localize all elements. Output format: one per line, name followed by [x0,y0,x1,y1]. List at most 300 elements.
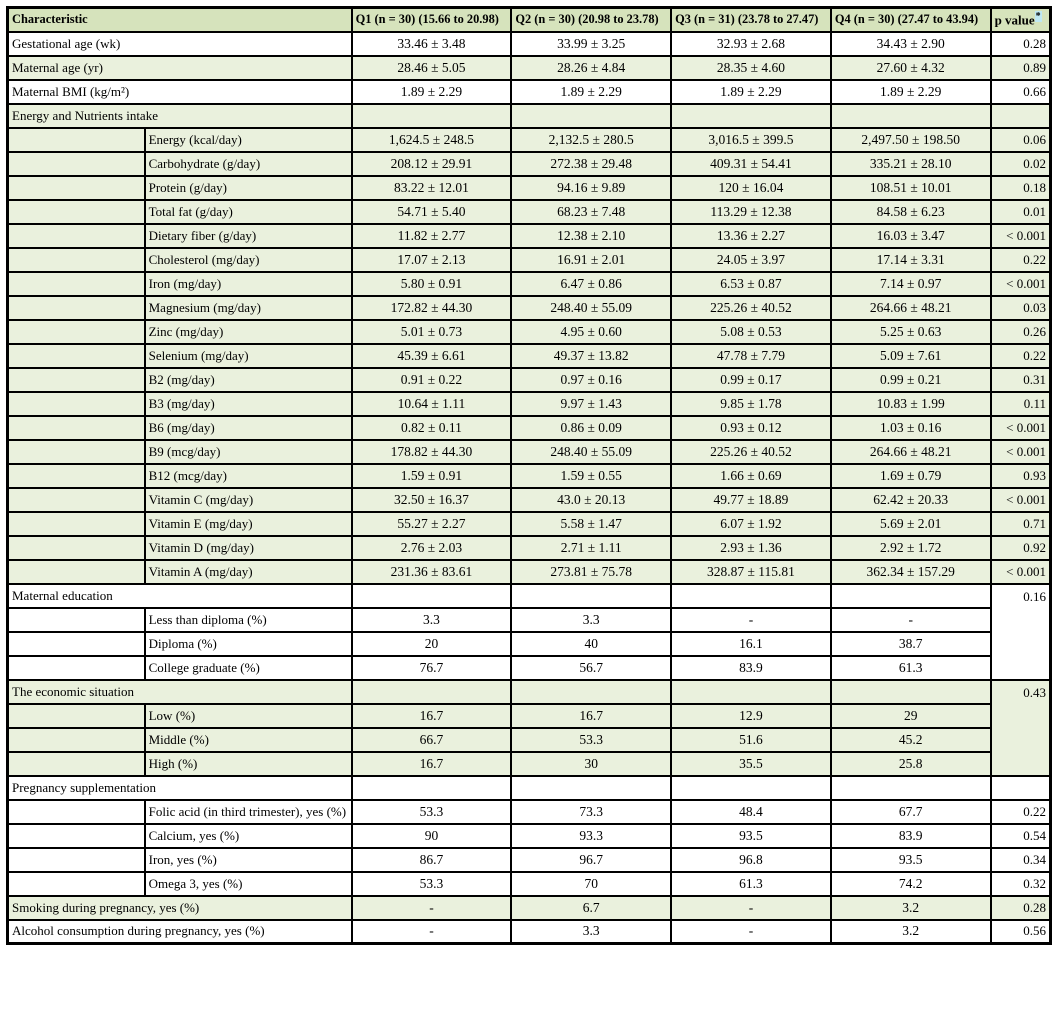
cell-q2: 94.16 ± 9.89 [511,176,671,200]
cell-q2: 68.23 ± 7.48 [511,200,671,224]
cell-q3: 96.8 [671,848,831,872]
cell-q2: 16.91 ± 2.01 [511,248,671,272]
cell-q3: 9.85 ± 1.78 [671,392,831,416]
cell-p-value: 0.32 [991,872,1051,896]
row-label: Pregnancy supplementation [8,776,352,800]
cell-q2: 12.38 ± 2.10 [511,224,671,248]
cell-q2 [511,680,671,704]
cell-q2: 93.3 [511,824,671,848]
cell-q4: 93.5 [831,848,991,872]
row-label: B6 (mg/day) [145,416,352,440]
row-label: Energy (kcal/day) [145,128,352,152]
cell-q3: 28.35 ± 4.60 [671,56,831,80]
cell-q4: 2,497.50 ± 198.50 [831,128,991,152]
table-row [8,728,1051,752]
table-row [8,344,1051,368]
table-row [8,896,1051,920]
cell-q3: 225.26 ± 40.52 [671,296,831,320]
cell-q1 [352,584,512,608]
indent-cell [8,656,145,680]
indent-cell [8,176,145,200]
cell-q4: 25.8 [831,752,991,776]
table-row [8,536,1051,560]
cell-p-value: 0.34 [991,848,1051,872]
header-p-value [991,8,1051,32]
row-label: Iron, yes (%) [145,848,352,872]
cell-q2: 33.99 ± 3.25 [511,32,671,56]
cell-q4: 7.14 ± 0.97 [831,272,991,296]
indent-cell [8,224,145,248]
indent-cell [8,608,145,632]
cell-q2: 73.3 [511,800,671,824]
cell-p-value: 0.01 [991,200,1051,224]
row-label: B3 (mg/day) [145,392,352,416]
indent-cell [8,824,145,848]
cell-q2: 1.59 ± 0.55 [511,464,671,488]
cell-q1: 45.39 ± 6.61 [352,344,512,368]
cell-p-value: < 0.001 [991,440,1051,464]
indent-cell [8,296,145,320]
row-label: Low (%) [145,704,352,728]
cell-p-value: 0.03 [991,296,1051,320]
cell-q4: 5.69 ± 2.01 [831,512,991,536]
cell-q4: 17.14 ± 3.31 [831,248,991,272]
cell-q3: 47.78 ± 7.79 [671,344,831,368]
cell-q4 [831,104,991,128]
indent-cell [8,704,145,728]
cell-q3: 3,016.5 ± 399.5 [671,128,831,152]
row-label: Maternal age (yr) [8,56,352,80]
cell-p-value: 0.18 [991,176,1051,200]
table-row [8,920,1051,944]
cell-q1: - [352,920,512,944]
table-row [8,680,1051,704]
cell-q1: 10.64 ± 1.11 [352,392,512,416]
table-row [8,584,1051,608]
cell-q3 [671,584,831,608]
cell-q2: 49.37 ± 13.82 [511,344,671,368]
indent-cell [8,560,145,584]
cell-q1 [352,776,512,800]
cell-q4: 2.92 ± 1.72 [831,536,991,560]
cell-q2 [511,104,671,128]
cell-p-value: < 0.001 [991,272,1051,296]
table-row [8,488,1051,512]
cell-q1: 1.89 ± 2.29 [352,80,512,104]
row-label: Magnesium (mg/day) [145,296,352,320]
cell-p-value: 0.22 [991,344,1051,368]
row-label: B12 (mcg/day) [145,464,352,488]
cell-q4 [831,584,991,608]
cell-q1: 53.3 [352,800,512,824]
p-value-label: p value [994,11,1035,27]
cell-p-value: 0.26 [991,320,1051,344]
table-row [8,80,1051,104]
cell-q1: 1,624.5 ± 248.5 [352,128,512,152]
cell-p-value: 0.93 [991,464,1051,488]
indent-cell [8,416,145,440]
cell-q1: 5.01 ± 0.73 [352,320,512,344]
row-label: Diploma (%) [145,632,352,656]
cell-q3: 13.36 ± 2.27 [671,224,831,248]
indent-cell [8,152,145,176]
indent-cell [8,320,145,344]
indent-cell [8,728,145,752]
indent-cell [8,128,145,152]
cell-q4: 0.99 ± 0.21 [831,368,991,392]
cell-q4: 108.51 ± 10.01 [831,176,991,200]
cell-q1: 5.80 ± 0.91 [352,272,512,296]
cell-q2: 0.86 ± 0.09 [511,416,671,440]
cell-q2: 272.38 ± 29.48 [511,152,671,176]
row-label: Cholesterol (mg/day) [145,248,352,272]
cell-p-value: 0.22 [991,800,1051,824]
cell-q2: 4.95 ± 0.60 [511,320,671,344]
row-label: Calcium, yes (%) [145,824,352,848]
indent-cell [8,440,145,464]
row-label: Vitamin D (mg/day) [145,536,352,560]
row-label: Protein (g/day) [145,176,352,200]
cell-p-value: 0.66 [991,80,1051,104]
indent-cell [8,800,145,824]
cell-q1: 55.27 ± 2.27 [352,512,512,536]
cell-q3: 409.31 ± 54.41 [671,152,831,176]
cell-p-value: 0.54 [991,824,1051,848]
cell-q2: 3.3 [511,920,671,944]
cell-q3: 51.6 [671,728,831,752]
cell-q1: 33.46 ± 3.48 [352,32,512,56]
cell-q1: 76.7 [352,656,512,680]
table-row [8,824,1051,848]
row-label: Gestational age (wk) [8,32,352,56]
cell-p-value: < 0.001 [991,560,1051,584]
indent-cell [8,368,145,392]
cell-q2: 3.3 [511,608,671,632]
table-row [8,464,1051,488]
cell-q3 [671,104,831,128]
table-row [8,272,1051,296]
header-q3: Q3 (n = 31) (23.78 to 27.47) [671,8,831,32]
table-body [8,32,1051,944]
cell-p-value: 0.11 [991,392,1051,416]
cell-q3: 2.93 ± 1.36 [671,536,831,560]
cell-q4: 335.21 ± 28.10 [831,152,991,176]
cell-p-value: < 0.001 [991,224,1051,248]
cell-q1: 54.71 ± 5.40 [352,200,512,224]
table-row [8,176,1051,200]
row-label: Total fat (g/day) [145,200,352,224]
cell-q1: 83.22 ± 12.01 [352,176,512,200]
cell-q4: 62.42 ± 20.33 [831,488,991,512]
cell-q2: 40 [511,632,671,656]
cell-q4: - [831,608,991,632]
cell-q4: 29 [831,704,991,728]
cell-q1 [352,680,512,704]
cell-p-value: 0.92 [991,536,1051,560]
cell-p-value: 0.22 [991,248,1051,272]
table-row [8,800,1051,824]
cell-q2: 43.0 ± 20.13 [511,488,671,512]
cell-q3: - [671,608,831,632]
cell-q3: 1.89 ± 2.29 [671,80,831,104]
indent-cell [8,200,145,224]
cell-q4: 61.3 [831,656,991,680]
cell-q2: 6.47 ± 0.86 [511,272,671,296]
header-q2: Q2 (n = 30) (20.98 to 23.78) [511,8,671,32]
table-row [8,104,1051,128]
row-label: Zinc (mg/day) [145,320,352,344]
table-row [8,872,1051,896]
table-row [8,512,1051,536]
cell-q4: 3.2 [831,920,991,944]
cell-q3: 113.29 ± 12.38 [671,200,831,224]
cell-p-value [991,104,1051,128]
cell-q4: 45.2 [831,728,991,752]
table-row [8,32,1051,56]
cell-q4: 34.43 ± 2.90 [831,32,991,56]
cell-q3: 49.77 ± 18.89 [671,488,831,512]
cell-q4: 5.09 ± 7.61 [831,344,991,368]
characteristics-table [6,6,1052,945]
cell-p-value: 0.56 [991,920,1051,944]
table-row [8,320,1051,344]
cell-q4: 3.2 [831,896,991,920]
cell-q1: 32.50 ± 16.37 [352,488,512,512]
row-label: High (%) [145,752,352,776]
table-row [8,560,1051,584]
cell-q2 [511,584,671,608]
row-label: Vitamin A (mg/day) [145,560,352,584]
cell-q4: 27.60 ± 4.32 [831,56,991,80]
row-label: Alcohol consumption during pregnancy, yes (%) [8,920,352,944]
row-label: Smoking during pregnancy, yes (%) [8,896,352,920]
row-label: Maternal BMI (kg/m²) [8,80,352,104]
indent-cell [8,752,145,776]
cell-q4: 264.66 ± 48.21 [831,440,991,464]
cell-q2 [511,776,671,800]
cell-q2: 53.3 [511,728,671,752]
cell-p-value: < 0.001 [991,488,1051,512]
cell-q3: 48.4 [671,800,831,824]
table-row [8,704,1051,728]
cell-q2: 30 [511,752,671,776]
cell-q2: 2,132.5 ± 280.5 [511,128,671,152]
cell-q3 [671,776,831,800]
cell-q1: 208.12 ± 29.91 [352,152,512,176]
cell-q2: 248.40 ± 55.09 [511,440,671,464]
row-label: College graduate (%) [145,656,352,680]
row-label: Dietary fiber (g/day) [145,224,352,248]
cell-q1: 86.7 [352,848,512,872]
header-q1: Q1 (n = 30) (15.66 to 20.98) [352,8,512,32]
table-row [8,632,1051,656]
row-label: Folic acid (in third trimester), yes (%) [145,800,352,824]
table-row [8,776,1051,800]
cell-q4: 362.34 ± 157.29 [831,560,991,584]
cell-q3: 120 ± 16.04 [671,176,831,200]
indent-cell [8,872,145,896]
table-row [8,368,1051,392]
table-row [8,656,1051,680]
header-row [8,8,1051,32]
cell-q1: - [352,896,512,920]
indent-cell [8,464,145,488]
cell-q4: 10.83 ± 1.99 [831,392,991,416]
table-row [8,752,1051,776]
row-label: B9 (mcg/day) [145,440,352,464]
cell-q2: 28.26 ± 4.84 [511,56,671,80]
cell-q1: 28.46 ± 5.05 [352,56,512,80]
cell-p-value: 0.28 [991,896,1051,920]
table-row [8,56,1051,80]
cell-p-value: 0.28 [991,32,1051,56]
table-row [8,392,1051,416]
cell-q2: 0.97 ± 0.16 [511,368,671,392]
row-label: Omega 3, yes (%) [145,872,352,896]
cell-q2: 9.97 ± 1.43 [511,392,671,416]
cell-q1: 20 [352,632,512,656]
cell-q3 [671,680,831,704]
cell-q4: 5.25 ± 0.63 [831,320,991,344]
indent-cell [8,392,145,416]
row-label: Selenium (mg/day) [145,344,352,368]
cell-q1: 172.82 ± 44.30 [352,296,512,320]
cell-q4 [831,680,991,704]
cell-q1: 2.76 ± 2.03 [352,536,512,560]
cell-q2: 6.7 [511,896,671,920]
cell-q1: 178.82 ± 44.30 [352,440,512,464]
cell-q1: 1.59 ± 0.91 [352,464,512,488]
cell-q3: 93.5 [671,824,831,848]
p-value-asterisk-highlight: * [1035,10,1041,22]
indent-cell [8,848,145,872]
cell-p-value [991,776,1051,800]
cell-q2: 70 [511,872,671,896]
row-label: Middle (%) [145,728,352,752]
cell-p-value: 0.16 [991,584,1051,680]
table-row [8,224,1051,248]
cell-q3: 16.1 [671,632,831,656]
cell-q3: 5.08 ± 0.53 [671,320,831,344]
cell-p-value: 0.89 [991,56,1051,80]
indent-cell [8,512,145,536]
cell-q2: 273.81 ± 75.78 [511,560,671,584]
cell-q4: 83.9 [831,824,991,848]
row-label: Vitamin E (mg/day) [145,512,352,536]
cell-q4: 74.2 [831,872,991,896]
cell-q1: 90 [352,824,512,848]
cell-q2: 16.7 [511,704,671,728]
row-label: Carbohydrate (g/day) [145,152,352,176]
table-row [8,848,1051,872]
cell-q3: 32.93 ± 2.68 [671,32,831,56]
cell-q1: 16.7 [352,704,512,728]
indent-cell [8,248,145,272]
cell-p-value: 0.31 [991,368,1051,392]
cell-q3: 0.93 ± 0.12 [671,416,831,440]
cell-q1: 11.82 ± 2.77 [352,224,512,248]
row-label: Maternal education [8,584,352,608]
cell-p-value: 0.71 [991,512,1051,536]
row-label: Less than diploma (%) [145,608,352,632]
cell-q2: 248.40 ± 55.09 [511,296,671,320]
row-label: The economic situation [8,680,352,704]
cell-q4: 38.7 [831,632,991,656]
table-row [8,152,1051,176]
cell-q1 [352,104,512,128]
cell-q3: 83.9 [671,656,831,680]
cell-q4 [831,776,991,800]
cell-q1: 3.3 [352,608,512,632]
table-row [8,296,1051,320]
header-characteristic: Characteristic [8,8,352,32]
cell-q3: 1.66 ± 0.69 [671,464,831,488]
cell-q1: 0.91 ± 0.22 [352,368,512,392]
cell-p-value: < 0.001 [991,416,1051,440]
cell-q3: 0.99 ± 0.17 [671,368,831,392]
cell-q4: 16.03 ± 3.47 [831,224,991,248]
cell-q3: 328.87 ± 115.81 [671,560,831,584]
cell-q3: 225.26 ± 40.52 [671,440,831,464]
row-label: B2 (mg/day) [145,368,352,392]
table-row [8,416,1051,440]
row-label: Iron (mg/day) [145,272,352,296]
indent-cell [8,272,145,296]
table-row [8,200,1051,224]
cell-q3: 35.5 [671,752,831,776]
cell-q3: 6.53 ± 0.87 [671,272,831,296]
cell-q3: 12.9 [671,704,831,728]
cell-q3: 6.07 ± 1.92 [671,512,831,536]
table-row [8,608,1051,632]
table-row [8,440,1051,464]
cell-q3: - [671,896,831,920]
cell-p-value: 0.43 [991,680,1051,776]
cell-q1: 231.36 ± 83.61 [352,560,512,584]
cell-q2: 1.89 ± 2.29 [511,80,671,104]
cell-q2: 56.7 [511,656,671,680]
cell-q3: 24.05 ± 3.97 [671,248,831,272]
cell-q4: 1.69 ± 0.79 [831,464,991,488]
cell-q3: 61.3 [671,872,831,896]
indent-cell [8,536,145,560]
cell-p-value: 0.06 [991,128,1051,152]
cell-p-value: 0.02 [991,152,1051,176]
cell-q1: 66.7 [352,728,512,752]
cell-q3: - [671,920,831,944]
table-row [8,128,1051,152]
header-q4: Q4 (n = 30) (27.47 to 43.94) [831,8,991,32]
cell-q4: 84.58 ± 6.23 [831,200,991,224]
cell-q4: 1.89 ± 2.29 [831,80,991,104]
indent-cell [8,632,145,656]
table-row [8,248,1051,272]
indent-cell [8,344,145,368]
cell-q2: 5.58 ± 1.47 [511,512,671,536]
cell-q1: 53.3 [352,872,512,896]
cell-q2: 96.7 [511,848,671,872]
row-label: Vitamin C (mg/day) [145,488,352,512]
cell-q4: 264.66 ± 48.21 [831,296,991,320]
cell-q1: 17.07 ± 2.13 [352,248,512,272]
row-label: Energy and Nutrients intake [8,104,352,128]
cell-q4: 1.03 ± 0.16 [831,416,991,440]
cell-q2: 2.71 ± 1.11 [511,536,671,560]
cell-q1: 16.7 [352,752,512,776]
cell-q4: 67.7 [831,800,991,824]
cell-q1: 0.82 ± 0.11 [352,416,512,440]
indent-cell [8,488,145,512]
